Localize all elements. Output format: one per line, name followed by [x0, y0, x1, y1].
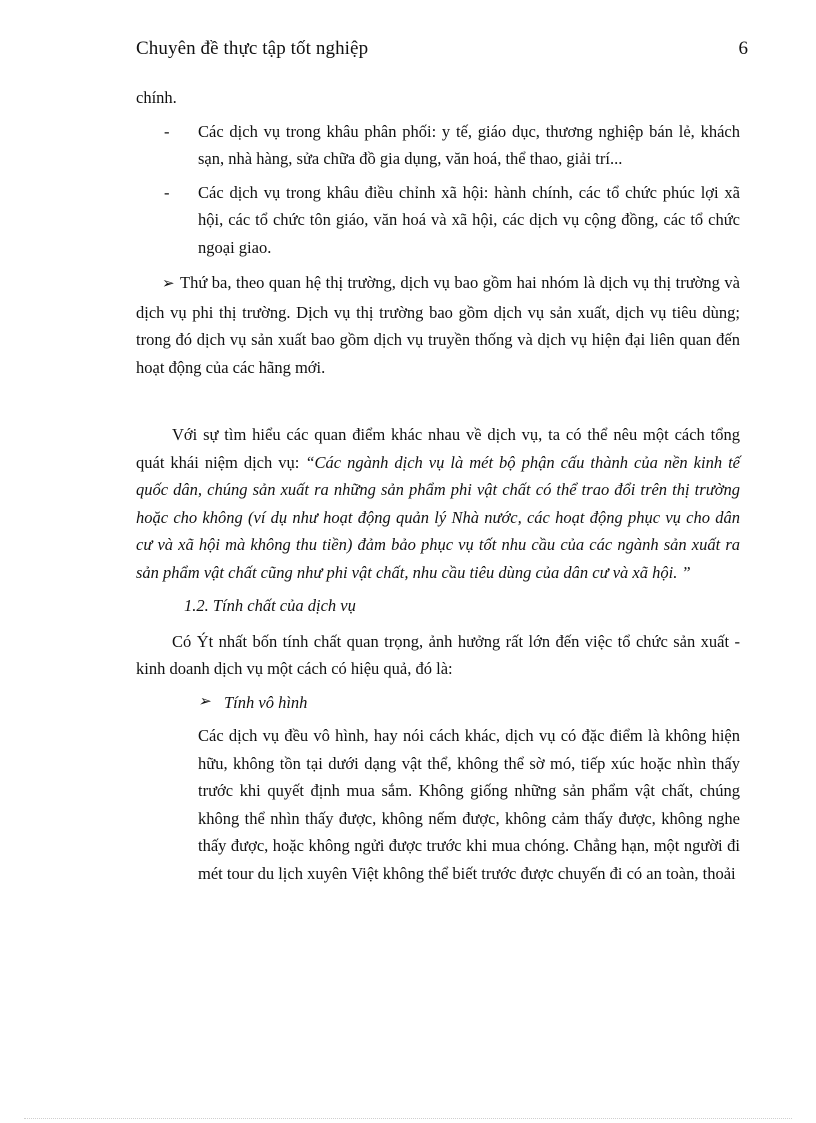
- document-body: [136, 84, 740, 887]
- dash-marker: -: [164, 182, 170, 202]
- definition-quote: “Các ngành dịch vụ là mét bộ phận cấu thành của nền kinh tế quốc dân, chúng sản xuất ra những sản phẩm phi vật chất có thể trao đổi trên thị trường hoặc cho không (ví dụ như hoạt động quản lý Nhà nước, các hoạt động phục vụ cho dân cư và xã hội mà không thu tiền) đảm bảo phục vụ tốt nhu cầu của các ngành sản xuất ra sản phẩm vật chất cũng như phi vật chất, nhu cầu tiêu dùng của dân cư và xã hội. ”: [136, 452, 740, 582]
- social-services-text: Các dịch vụ trong khâu điều chỉnh xã hội: hành chính, các tổ chức phúc lợi xã hội, các tổ chức tôn giáo, văn hoá và xã hội, các dịch vụ cộng đồng, các tổ chức ngoại giao.: [198, 182, 740, 257]
- arrow-bullet-icon: ➢: [162, 276, 175, 292]
- third-point-text: Thứ ba, theo quan hệ thị trường, dịch vụ bao gồm hai nhóm là dịch vụ thị trường và dịch vụ phi thị trường. Dịch vụ thị trường bao gồm dịch vụ sản xuất, dịch vụ tiêu dùng; trong đó dịch vụ sản xuất bao gồm dịch vụ truyền thống và dịch vụ hiện đại liên quan đến hoạt động của các hãng mới.: [136, 273, 740, 377]
- section-heading: 1.2. Tính chất của dịch vụ: [184, 596, 356, 615]
- intangibility-paragraph: Các dịch vụ đều vô hình, hay nói cách khác, dịch vụ có đặc điểm là không hiện hữu, không tồn tại dưới dạng vật thể, không thể sờ mó, tiếp xúc hoặc nhìn thấy trước khi quyết định mua sắm. Không giống những sản phẩm vật chất, chúng không thể nhìn thấy được, không nếm được, không cảm thấy được, không nghe thấy được, hoặc không ngửi được trước khi mua chóng. Chẳng hạn, một người đi mét tour du lịch xuyên Việt không thể biết trước được chuyến đi có an toàn, thoải: [198, 726, 740, 883]
- list-item: [136, 118, 740, 173]
- third-point-paragraph: [136, 269, 740, 381]
- intangibility-heading: [198, 689, 740, 717]
- distribution-services-text: Các dịch vụ trong khâu phân phối: y tế, giáo dục, thương nghiệp bán lẻ, khách sạn, nhà hàng, sửa chữa đồ gia dụng, văn hoá, thể thao, giải trí...: [198, 121, 740, 168]
- list-item: [136, 179, 740, 262]
- page-bottom-rule: [24, 1118, 792, 1119]
- subheading-text: Tính vô hình: [224, 692, 308, 712]
- dash-marker: -: [164, 121, 170, 141]
- definition-intro: Với sự tìm hiểu các quan điểm khác nhau về dịch vụ, ta có thể nêu một cách tổng quát khái niệm dịch vụ:: [136, 425, 740, 472]
- definition-paragraph: [136, 421, 740, 586]
- section-intro: Có Ýt nhất bốn tính chất quan trọng, ảnh hưởng rất lớn đến việc tổ chức sản xuất - kinh doanh dịch vụ một cách có hiệu quả, đó là:: [136, 631, 740, 678]
- header-title: Chuyên đề thực tập tốt nghiệp: [136, 38, 369, 59]
- spacer: [136, 381, 740, 421]
- continuation-text: chính.: [136, 88, 177, 107]
- page-number: 6: [738, 38, 748, 59]
- arrow-bullet-icon: ➢: [198, 693, 211, 710]
- page-header: [136, 38, 748, 66]
